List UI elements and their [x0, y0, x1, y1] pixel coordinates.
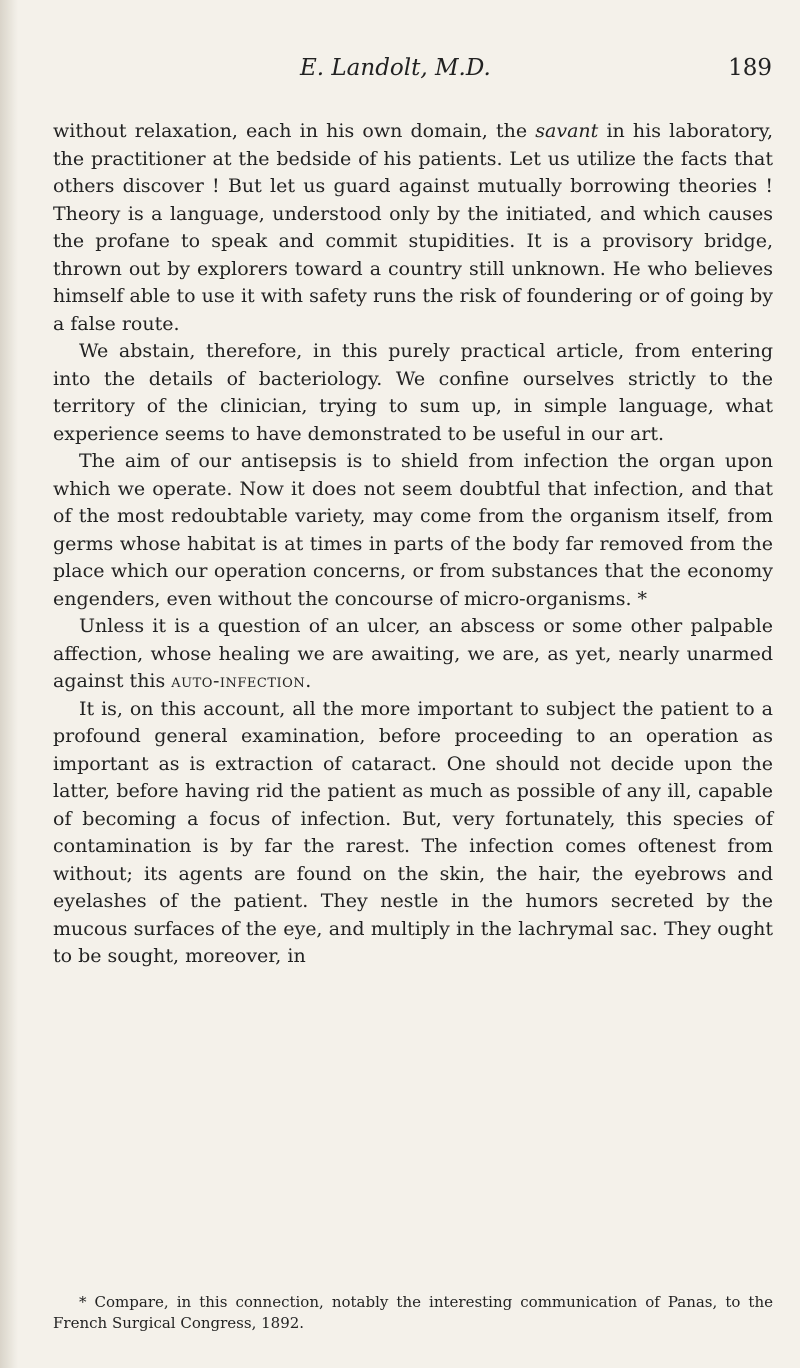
page-spine-shadow — [0, 0, 18, 1368]
paragraph-1 — [53, 118, 773, 338]
paragraph-1-before: without relaxation, each in his own domain, the — [53, 120, 536, 142]
footnote: * Compare, in this connection, notably the interesting communication of Panas, to the French Surgical Congress, 1892. — [53, 1293, 773, 1332]
paragraph-1-after: in his laboratory, the practitioner at the bedside of his patients. Let us utilize the facts that others discover ! But let us guard against mutually borrowing theories ! Theory is a language, understood only by the initiated, and which causes the profane to speak and commit stupidities. It is a provisory bridge, thrown out by explorers toward a country still unknown. He who believes himself able to use it with safety runs the risk of foundering or of going by a false route. — [53, 120, 773, 335]
paragraph-4-before: Unless it is a question of an ulcer, an abscess or some other palpable affection, whose healing we are awaiting, we are, as yet, nearly unarmed against this — [53, 615, 773, 692]
paragraph-4 — [53, 613, 773, 696]
body-text — [53, 118, 773, 971]
paragraph-3: The aim of our antisepsis is to shield from infection the organ upon which we operate. Now it does not seem doubtful that infection, and that of the most redoubtable variety, may come from the organism itself, from germs whose habitat is at times in parts of the body far removed from the place which our operation concerns, or from substances that the economy engenders, even without the concourse of micro-organisms. * — [53, 450, 773, 610]
page-number: 189 — [728, 55, 772, 81]
running-head: E. Landolt, M.D. — [300, 55, 491, 81]
paragraph-4-smallcaps: auto-infection. — [171, 670, 312, 692]
paragraph-5: It is, on this account, all the more important to subject the patient to a profound general examination, before proceeding to an operation as important as is extraction of cataract. One should not decide upon the latter, before having rid the patient as much as possible of any ill, capable of becoming a focus of infection. But, very fortunately, this species of contamination is by far the rarest. The infection comes oftenest from without; its agents are found on the skin, the hair, the eyebrows and eyelashes of the patient. They nestle in the humors secreted by the mucous surfaces of the eye, and multiply in the lachrymal sac. They ought to be sought, moreover, in — [53, 697, 773, 967]
paragraph-1-emphasis: savant — [535, 120, 599, 142]
paragraph-2: We abstain, therefore, in this purely practical article, from entering into the details of bacteriology. We confine ourselves strictly to the territory of the clinician, trying to sum up, in simple language, what experience seems to have demonstrated to be useful in our art. — [53, 340, 773, 445]
